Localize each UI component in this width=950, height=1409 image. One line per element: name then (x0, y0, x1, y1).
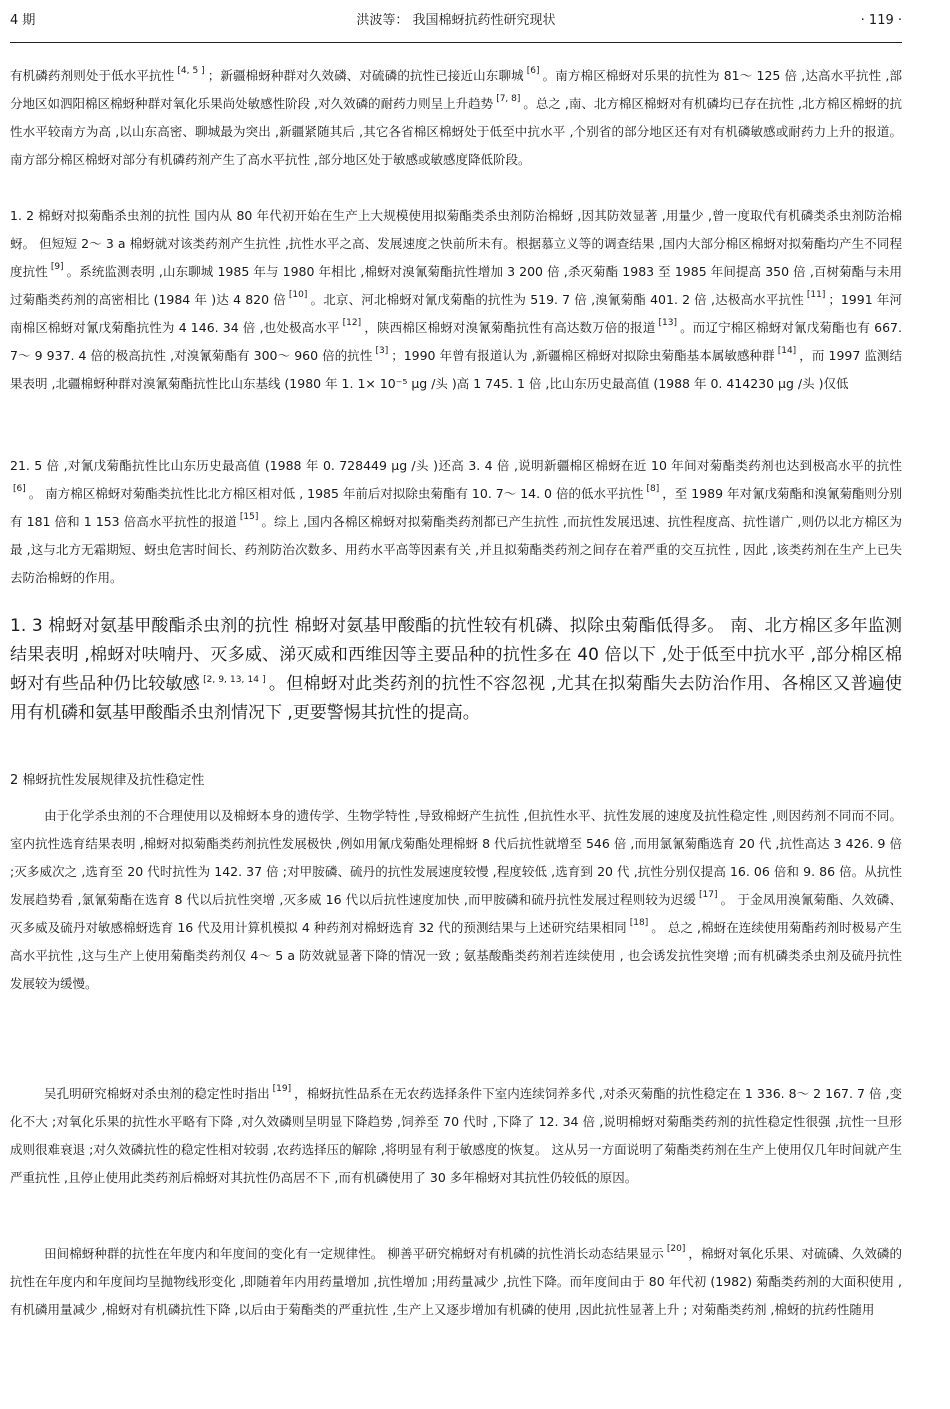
running-title: 洪波等： 我国棉蚜抗药性研究现状 (356, 13, 556, 28)
paragraph-carbamate-resistance: 1. 3 棉蚜对氨基甲酸酯杀虫剂的抗性 棉蚜对氨基甲酸酯的抗性较有机磷、拟除虫菊酯低得多。 南、北方棉区多年监测结果表明 ,棉蚜对呋喃丹、灭多威、涕灭威和西维因等主要品种的抗性多在 40 倍以下 ,处于低至中抗水平 ,部分棉区棉蚜对有些品种仍比较敏感 [2, 9, 13, 14 ] 。但棉蚜对此类药剂的抗性不容忽视 ,尤其在拟菊酯失去防治作用、各棉区又普遍使用有机磷和氨基甲酸酯杀虫剂情况下 ,更要警惕其抗性的提高。 (10, 616, 903, 723)
citation: [17] (699, 890, 718, 900)
citation: [10] (288, 290, 308, 300)
citation: [20] (666, 1244, 686, 1254)
citation: [11] (806, 290, 826, 300)
citation: [7, 8] (496, 94, 521, 104)
header-rule (10, 42, 902, 43)
citation: [18] (629, 918, 649, 928)
paragraph-resistance-development: 由于化学杀虫剂的不合理使用以及棉蚜本身的遗传学、生物学特性 ,导致棉蚜产生抗性 ,但抗性水平、抗性发展的速度及抗性稳定性 ,则因药剂不同而不同。室内抗性选育结果表明 ,棉蚜对拟菊酯类药剂抗性发展极快 ,例如用氰戊菊酯处理棉蚜 8 代后抗性就增至 546 倍 ,而用氯氰菊酯选育 20 代 ,抗性高达 3 426. 9 倍 ;灭多威次之 ,选育至 20 代时抗性为 142. 37 倍 ;对甲胺磷、硫丹的抗性发展速度较慢 ,程度较低 ,选育到 20 代 ,抗性分别仅提高 16. 06 倍和 9. 86 倍。从抗性发展趋势看 ,氯氰菊酯在选育 8 代以后抗性突增 ,灭多威 16 代以后抗性速度加快 ,而甲胺磷和硫丹抗性发展过程则较为迟缓 [17] 。 于金凤用溴氰菊酯、久效磷、灭多威及硫丹对敏感棉蚜选育 16 代及用计算机模拟 4 种药剂对棉蚜选育 32 代的预测结果与上述研究结果相同 [18] 。 总之 ,棉蚜在连续使用菊酯药剂时极易产生高水平抗性 ,这与生产上使用菊酯类药剂仅 4～ 5 a 防效就显著下降的情况一致 ; 氨基酸酯类药剂若连续使用 , 也会诱发抗性突增 ;而有机磷类杀虫剂及硫丹抗性发展较为缓慢。 (10, 808, 903, 991)
citation: [14] (777, 346, 797, 356)
citation: [6] (526, 66, 540, 76)
citation: [3] (375, 346, 389, 356)
citation: [15] (239, 512, 259, 522)
citation: [4, 5 ] (177, 66, 205, 76)
citation: [8] (646, 484, 660, 494)
citation: [19] (272, 1084, 292, 1094)
paragraph-field-population: 田间棉蚜种群的抗性在年度内和年度间的变化有一定规律性。 柳善平研究棉蚜对有机磷的抗性消长动态结果显示 [20] ，棉蚜对氧化乐果、对硫磷、久效磷的抗性在年度内和年度间均呈抛物线形变化 ,即随着年内用药量增加 ,抗性增加 ;用药量减少 ,抗性下降。而年度间由于 80 年代初 (1982) 菊酯类药剂的大面积使用 ,有机磷用量减少 ,棉蚜对有机磷抗性下降 ,以后由于菊酯类的严重抗性 ,生产上又逐步增加有机磷的使用 ,因此抗性显著上升 ; 对菊酯类药剂 ,棉蚜的抗药性随用 (10, 1244, 902, 1317)
paragraph-pyrethroid-resistance: 1. 2 棉蚜对拟菊酯杀虫剂的抗性 国内从 80 年代初开始在生产上大规模使用拟菊酯类杀虫剂防治棉蚜 ,因其防效显著 ,用量少 ,曾一度取代有机磷类杀虫剂防治棉蚜。 但短短 2～ 3 a 棉蚜就对该类药剂产生抗性 ,抗性水平之高、发展速度之快前所未有。根据慕立义等的调查结果 ,国内大部分棉区棉蚜对拟菊酯均产生不同程度抗性 [9] 。系统监测表明 ,山东聊城 1985 年与 1980 年相比 ,棉蚜对溴氰菊酯抗性增加 3 200 倍 ,杀灭菊酯 1983 至 1985 年间提高 350 倍 ,百树菊酯与未用过菊酯类药剂的高密相比 (1984 年 )达 4 820 倍 [10] 。北京、河北棉蚜对氰戊菊酯的抗性为 519. 7 倍 ,溴氰菊酯 401. 2 倍 ,达极高水平抗性 [11] ；1991 年河南棉区棉蚜对氰戊菊酯抗性为 4 146. 34 倍 ,也处极高水平 [12] ，陕西棉区棉蚜对溴氰菊酯抗性有高达数万倍的报道 [13] 。而辽宁棉区棉蚜对氰戊菊酯也有 667. 7～ 9 937. 4 倍的极高抗性 ,对溴氰菊酯有 300～ 960 倍的抗性 [3] ；1990 年曾有报道认为 ,新疆棉区棉蚜对拟除虫菊酯基本属敏感种群 [14] ，而 1997 监测结果表明 ,北疆棉蚜种群对溴氰菊酯抗性比山东基线 (1980 年 1. 1× 10⁻⁵ μg /头 )高 1 745. 1 倍 ,比山东历史最高值 (1988 年 0. 414230 μg /头 )仅低 (10, 208, 903, 391)
citation: [6] (13, 484, 26, 494)
paragraph-resistance-stability: 吴孔明研究棉蚜对杀虫剂的稳定性时指出 [19] ，棉蚜抗性品系在无农药选择条件下室内连续饲养多代 ,对杀灭菊酯的抗性稳定在 1 336. 8～ 2 167. 7 倍 ,变化不大 ;对氧化乐果的抗性水平略有下降 ,对久效磷则呈明显下降趋势 ,饲养至 70 代时 ,下降了 12. 34 倍 ,说明棉蚜对菊酯类药剂的抗性稳定性很强 ,抗性一旦形成则很难衰退 ;对久效磷抗性的稳定性相对较弱 ,农药选择压的解除 ,将明显有利于敏感度的恢复。 这从另一方面说明了菊酯类药剂在生产上使用仅几年时间就产生严重抗性 ,且停止使用此类药剂后棉蚜对其抗性仍高居不下 ,而有机磷使用了 30 多年棉蚜对其抗性仍较低的原因。 (10, 1084, 902, 1185)
citation: [13] (658, 318, 677, 328)
citation: [2, 9, 13, 14 ] (203, 675, 266, 685)
page-number: · 119 · (860, 13, 902, 28)
issue-number: 4 期 (10, 13, 36, 28)
paragraph-pyrethroid-resistance-cont: 21. 5 倍 ,对氰戊菊酯抗性比山东历史最高值 (1988 年 0. 728449 μg /头 )还高 3. 4 倍 ,说明新疆棉区棉蚜在近 10 年间对菊酯类药剂也达到极高水平的抗性[6] 。 南方棉区棉蚜对菊酯类抗性比北方棉区相对低 , 1985 年前后对拟除虫菊酯有 10. 7～ 14. 0 倍的低水平抗性 [8] ，至 1989 年对氰戊菊酯和溴氰菊酯则分别有 181 倍和 1 153 倍高水平抗性的报道 [15] 。综上 ,国内各棉区棉蚜对拟菊酯类药剂都已产生抗性 ,而抗性发展迅速、抗性程度高、抗性谱广 ,则仍以北方棉区为最 ,这与北方无霜期短、蚜虫危害时间长、药剂防治次数多、用药水平高等因素有关 ,并且拟菊酯类药剂之间存在着严重的交互抗性 , 因此 ,该类药剂在生产上已失去防治棉蚜的作用。 (10, 458, 902, 585)
paragraph-organophosphate-summary: 有机磷药剂则处于低水平抗性 [4, 5 ] ；新疆棉蚜种群对久效磷、对硫磷的抗性已接近山东聊城 [6] 。南方棉区棉蚜对乐果的抗性为 81～ 125 倍 ,达高水平抗性 ,部分地区如泗阳棉区棉蚜种群对氧化乐果尚处敏感性阶段 ,对久效磷的耐药力则呈上升趋势 [7, 8] 。总之 ,南、北方棉区棉蚜对有机磷均已存在抗性 ,北方棉区棉蚜的抗性水平较南方为高 ,以山东高密、聊城最为突出 ,新疆紧随其后 ,其它各省棉区棉蚜处于低至中抗水平 ,个别省的部分地区还有对有机磷敏感或耐药力上升的报道。南方部分棉区棉蚜对部分有机磷药剂产生了高水平抗性 ,部分地区处于敏感或敏感度降低阶段。 (10, 66, 902, 167)
citation: [12] (342, 318, 362, 328)
citation: [9] (50, 262, 64, 272)
running-header (10, 10, 902, 32)
section-heading: 2 棉蚜抗性发展规律及抗性稳定性 (10, 773, 205, 788)
